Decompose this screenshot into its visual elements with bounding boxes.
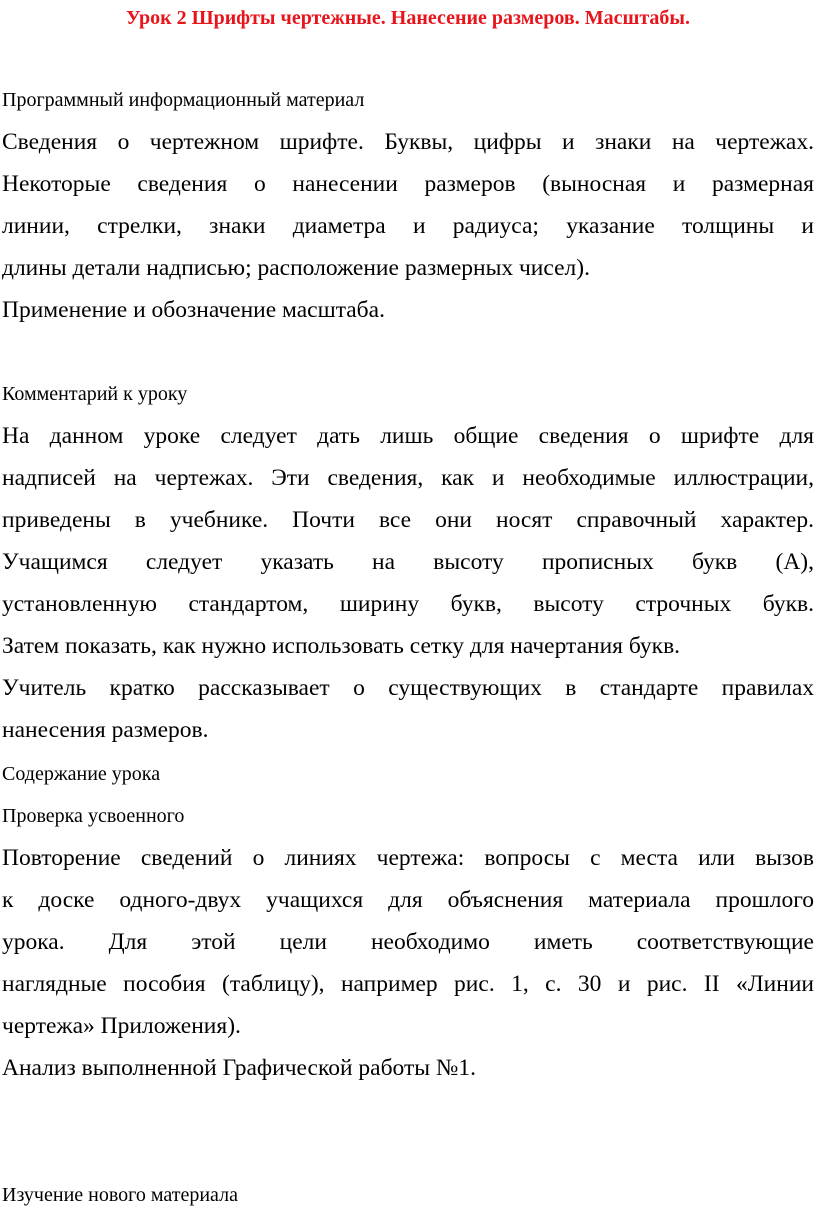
paragraph-line: надписей на чертежах. Эти сведения, как и необходимые иллюстрации,: [2, 465, 814, 491]
review-paragraph: [2, 837, 814, 1089]
paragraph-line: Учащимся следует указать на высоту прописных букв (А),: [2, 549, 814, 575]
paragraph-line: приведены в учебнике. Почти все они носят справочный характер.: [2, 507, 814, 533]
lesson-title: Урок 2 Шрифты чертежные. Нанесение размеров. Масштабы.: [125, 7, 691, 29]
paragraph-line: Повторение сведений о линиях чертежа: вопросы с места или вызов: [2, 845, 814, 871]
paragraph-line: чертежа» Приложения).: [2, 1013, 241, 1039]
paragraph-line: нанесения размеров.: [2, 717, 209, 743]
paragraph-line: Применение и обозначение масштаба.: [2, 297, 385, 323]
review-subheading: Проверка усвоенного: [2, 805, 185, 827]
paragraph-line: линии, стрелки, знаки диаметра и радиуса; указание толщины и: [2, 213, 814, 239]
new-material-heading: Изучение нового материала: [2, 1184, 238, 1206]
paragraph-line: урока. Для этой цели необходимо иметь соответствующие: [2, 929, 814, 955]
paragraph-line: Затем показать, как нужно использовать сетку для начертания букв.: [2, 633, 681, 659]
paragraph-line: На данном уроке следует дать лишь общие сведения о шрифте для: [2, 423, 814, 449]
program-material-paragraph: [2, 121, 814, 331]
paragraph-line: установленную стандартом, ширину букв, высоту строчных букв.: [2, 591, 814, 617]
program-material-heading: Программный информационный материал: [2, 89, 365, 111]
lesson-content-heading: Содержание урока: [2, 763, 161, 785]
lesson-comment-heading: Комментарий к уроку: [2, 383, 188, 405]
lesson-comment-paragraph: [2, 415, 814, 751]
paragraph-line: Анализ выполненной Графической работы №1.: [2, 1055, 476, 1081]
paragraph-line: к доске одного-двух учащихся для объяснения материала прошлого: [2, 887, 814, 913]
paragraph-line: Учитель кратко рассказывает о существующих в стандарте правилах: [2, 675, 814, 701]
paragraph-line: Некоторые сведения о нанесении размеров (выносная и размерная: [2, 171, 814, 197]
paragraph-line: Сведения о чертежном шрифте. Буквы, цифры и знаки на чертежах.: [2, 129, 814, 155]
paragraph-line: длины детали надписью; расположение размерных чисел).: [2, 255, 590, 281]
paragraph-line: наглядные пособия (таблицу), например рис. 1, с. 30 и рис. II «Линии: [2, 971, 814, 997]
